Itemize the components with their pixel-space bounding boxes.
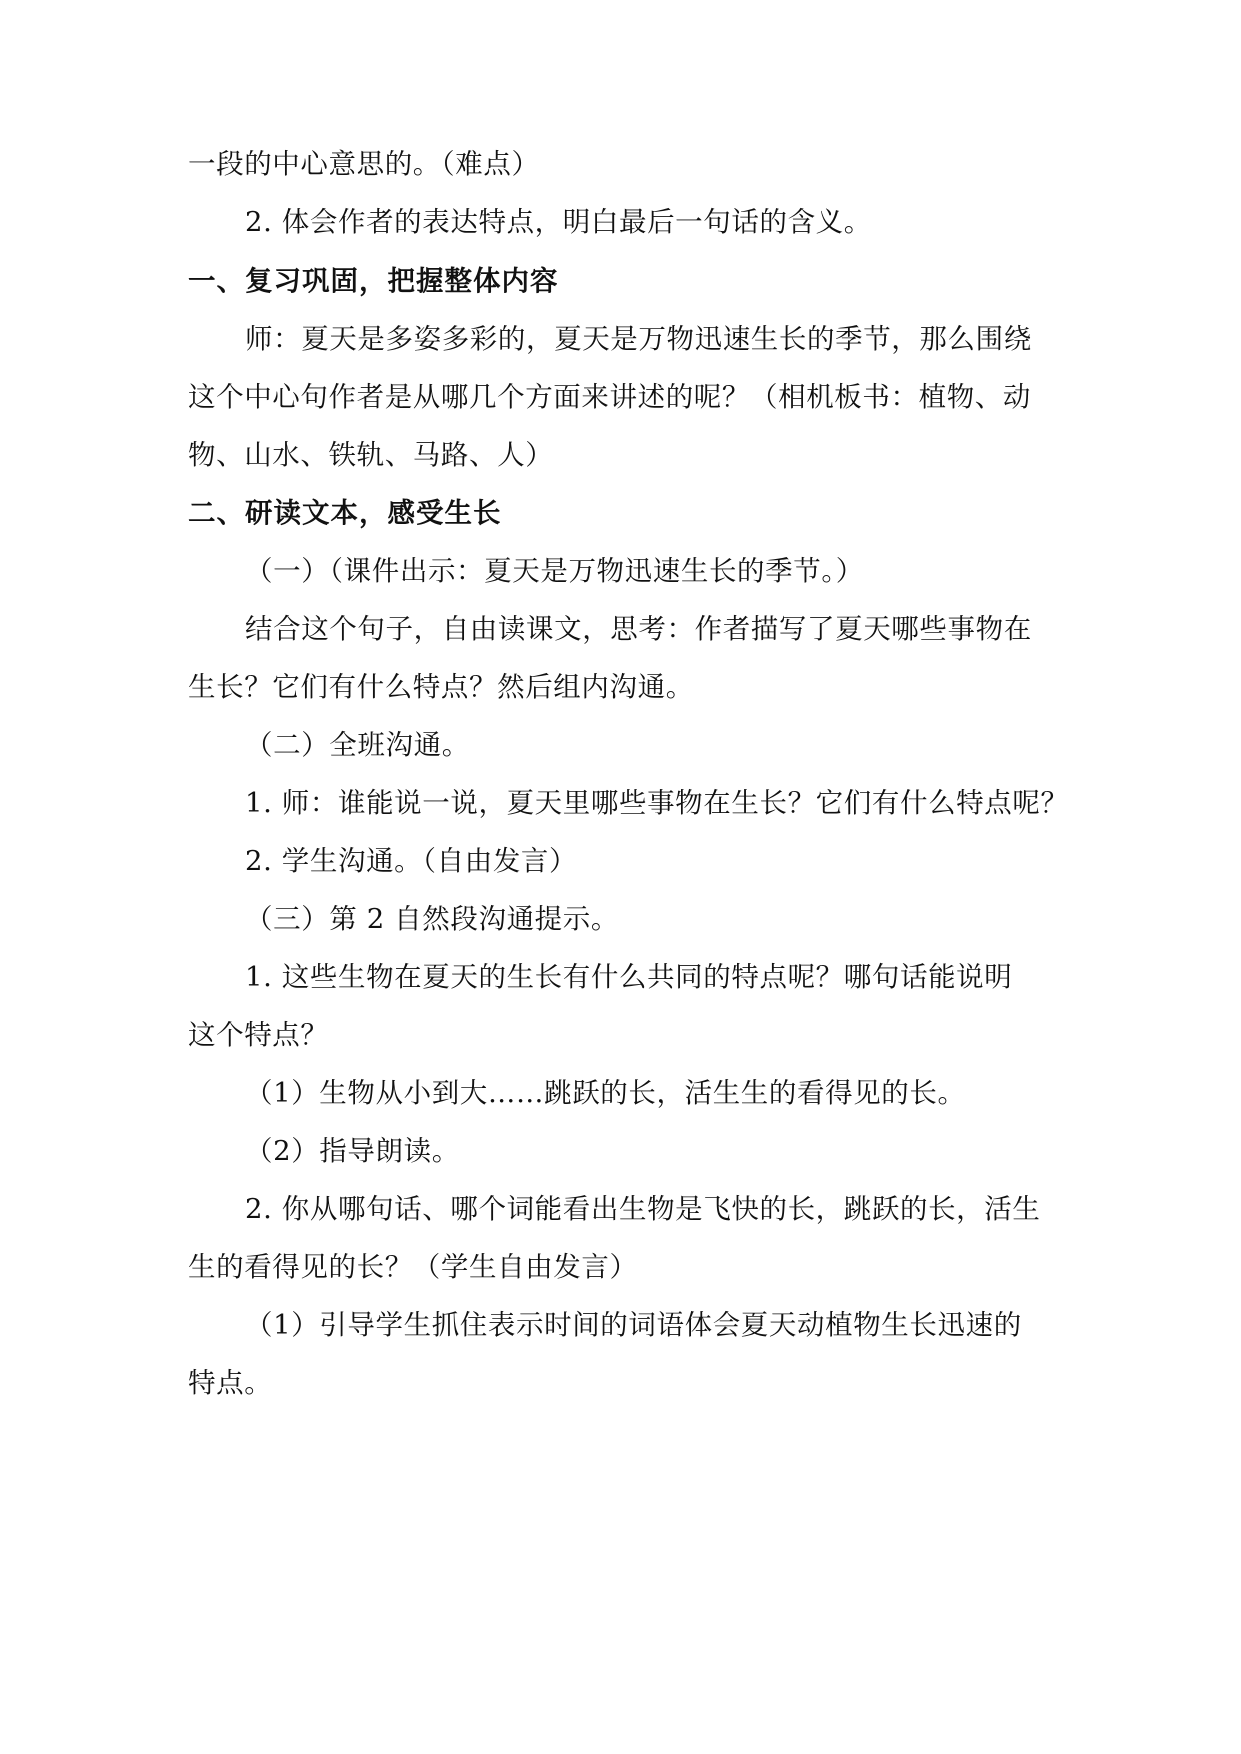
- text-line: 生长？它们有什么特点？然后组内沟通。: [188, 671, 694, 703]
- section-heading: 一、复习巩固，把握整体内容: [188, 265, 559, 297]
- text-line: 结合这个句子，自由读课文，思考：作者描写了夏天哪些事物在: [245, 613, 1032, 645]
- text-line: （1）生物从小到大……跳跃的长，活生生的看得见的长。: [245, 1077, 966, 1109]
- text-line: 这个特点？: [188, 1019, 329, 1051]
- text-line: （二）全班沟通。: [245, 729, 470, 761]
- text-line: 一段的中心意思的。（难点）: [188, 148, 540, 180]
- text-line: 1. 这些生物在夏天的生长有什么共同的特点呢？哪句话能说明: [245, 961, 1013, 993]
- text-line: （1）引导学生抓住表示时间的词语体会夏天动植物生长迅速的: [245, 1309, 1022, 1341]
- text-line: 1. 师：谁能说一说，夏天里哪些事物在生长？它们有什么特点呢？: [245, 787, 1069, 819]
- text-line: 生的看得见的长？（学生自由发言）: [188, 1251, 638, 1283]
- text-line: 2. 学生沟通。（自由发言）: [245, 845, 578, 877]
- text-line: 特点。: [188, 1367, 273, 1399]
- text-line: 师：夏天是多姿多彩的，夏天是万物迅速生长的季节，那么围绕: [245, 323, 1032, 355]
- text-line: （三）第 2 自然段沟通提示。: [245, 903, 619, 935]
- text-line: 2. 你从哪句话、哪个词能看出生物是飞快的长，跳跃的长，活生: [245, 1193, 1041, 1225]
- text-line: （一）（课件出示：夏天是万物迅速生长的季节。）: [245, 555, 864, 587]
- section-heading: 二、研读文本，感受生长: [188, 497, 502, 529]
- text-line: （2）指导朗读。: [245, 1135, 460, 1167]
- text-line: 物、山水、铁轨、马路、人）: [188, 439, 554, 471]
- text-line: 2. 体会作者的表达特点，明白最后一句话的含义。: [245, 206, 872, 238]
- text-line: 这个中心句作者是从哪几个方面来讲述的呢？（相机板书：植物、动: [188, 381, 1031, 413]
